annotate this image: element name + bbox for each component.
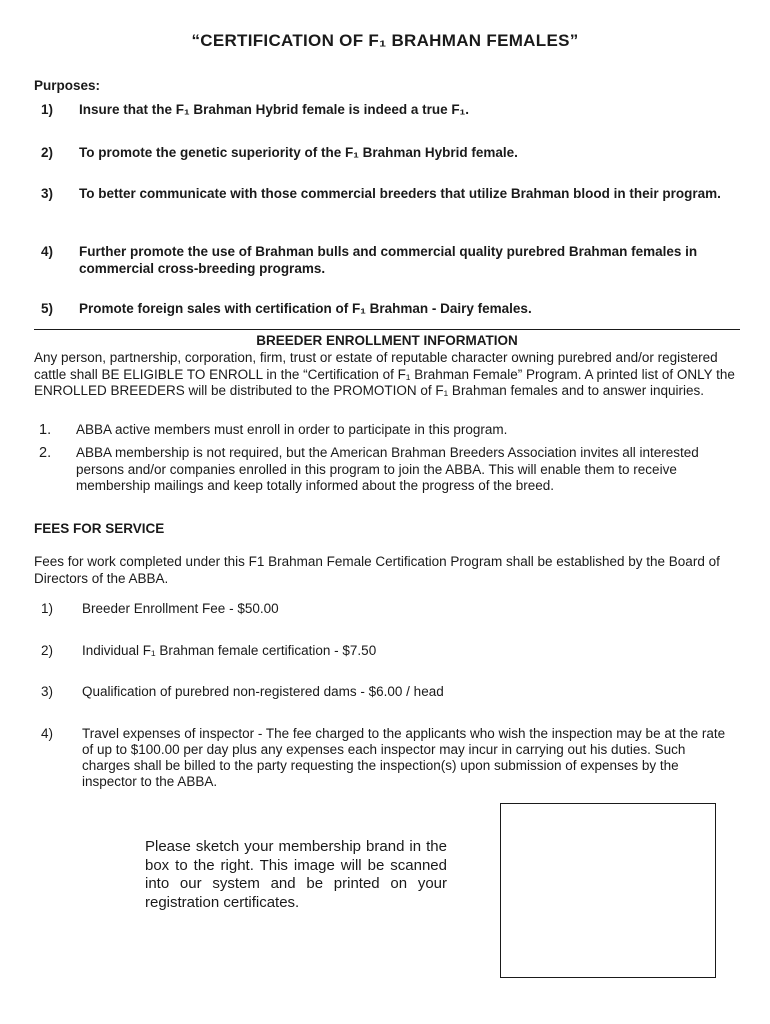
enrollment-text: ABBA membership is not required, but the American Brahman Breeders Association invites all interested persons and/or companies enrolled in this program to join the ABBA. This will enable them to receive membership mailings and keep totally informed about the progress of the breed. (76, 445, 699, 493)
fee-text: Individual F₁ Brahman female certification - $7.50 (82, 643, 377, 658)
fees-paragraph: Fees for work completed under this F1 Brahman Female Certification Program shall be established by the Board of Directors of the ABBA. (34, 554, 720, 586)
purpose-number: 4) (41, 244, 54, 259)
purpose-number: 2) (41, 145, 54, 160)
fee-number: 3) (41, 684, 54, 699)
purpose-text: To promote the genetic superiority of the F₁ Brahman Hybrid female. (79, 145, 518, 160)
enrollment-number: 2. (39, 445, 52, 461)
fee-number: 2) (41, 643, 54, 658)
section-divider (34, 329, 740, 330)
fee-text: Travel expenses of inspector - The fee charged to the applicants who wish the inspection may be at the rate of up to $100.00 per day plus any expenses each inspector may incur in carrying out his duties. Such charges shall be billed to the party requesting the inspection(s) upon submission of expenses by the inspector to the ABBA. (82, 726, 726, 789)
fee-text: Breeder Enrollment Fee - $50.00 (82, 601, 279, 616)
page-title: “CERTIFICATION OF F₁ BRAHMAN FEMALES” (191, 31, 579, 50)
purpose-text: Insure that the F₁ Brahman Hybrid female is indeed a true F₁. (79, 102, 469, 117)
purpose-number: 3) (41, 186, 54, 201)
enrollment-heading: BREEDER ENROLLMENT INFORMATION (256, 333, 518, 348)
purpose-text: Further promote the use of Brahman bulls and commercial quality purebred Brahman females in commercial cross-breeding programs. (79, 244, 698, 276)
purpose-number: 1) (41, 102, 54, 117)
enrollment-paragraph: Any person, partnership, corporation, firm, trust or estate of reputable character owning purebred and/or registered cattle shall BE ELIGIBLE TO ENROLL in the “Certification of F₁ Brahman Female” Program. A printed list of ONLY the ENROLLED BREEDERS will be distributed to the PROMOTION of F₁ Brahman females and to answer inquiries. (34, 350, 735, 398)
purpose-text: Promote foreign sales with certification of F₁ Brahman - Dairy females. (79, 301, 532, 316)
enrollment-text: ABBA active members must enroll in order to participate in this program. (76, 422, 508, 437)
fee-number: 4) (41, 726, 54, 741)
purpose-number: 5) (41, 301, 54, 316)
brand-sketch-box[interactable] (500, 803, 716, 978)
enrollment-number: 1. (39, 422, 52, 438)
fee-number: 1) (41, 601, 54, 616)
purpose-text: To better communicate with those commercial breeders that utilize Brahman blood in their program. (79, 186, 721, 201)
purposes-label: Purposes: (34, 78, 101, 93)
sketch-instructions: Please sketch your membership brand in the box to the right. This image will be scanned into our system and be printed on your registration certificates. (145, 838, 447, 911)
fee-text: Qualification of purebred non-registered dams - $6.00 / head (82, 684, 444, 699)
fees-heading: FEES FOR SERVICE (34, 521, 165, 536)
